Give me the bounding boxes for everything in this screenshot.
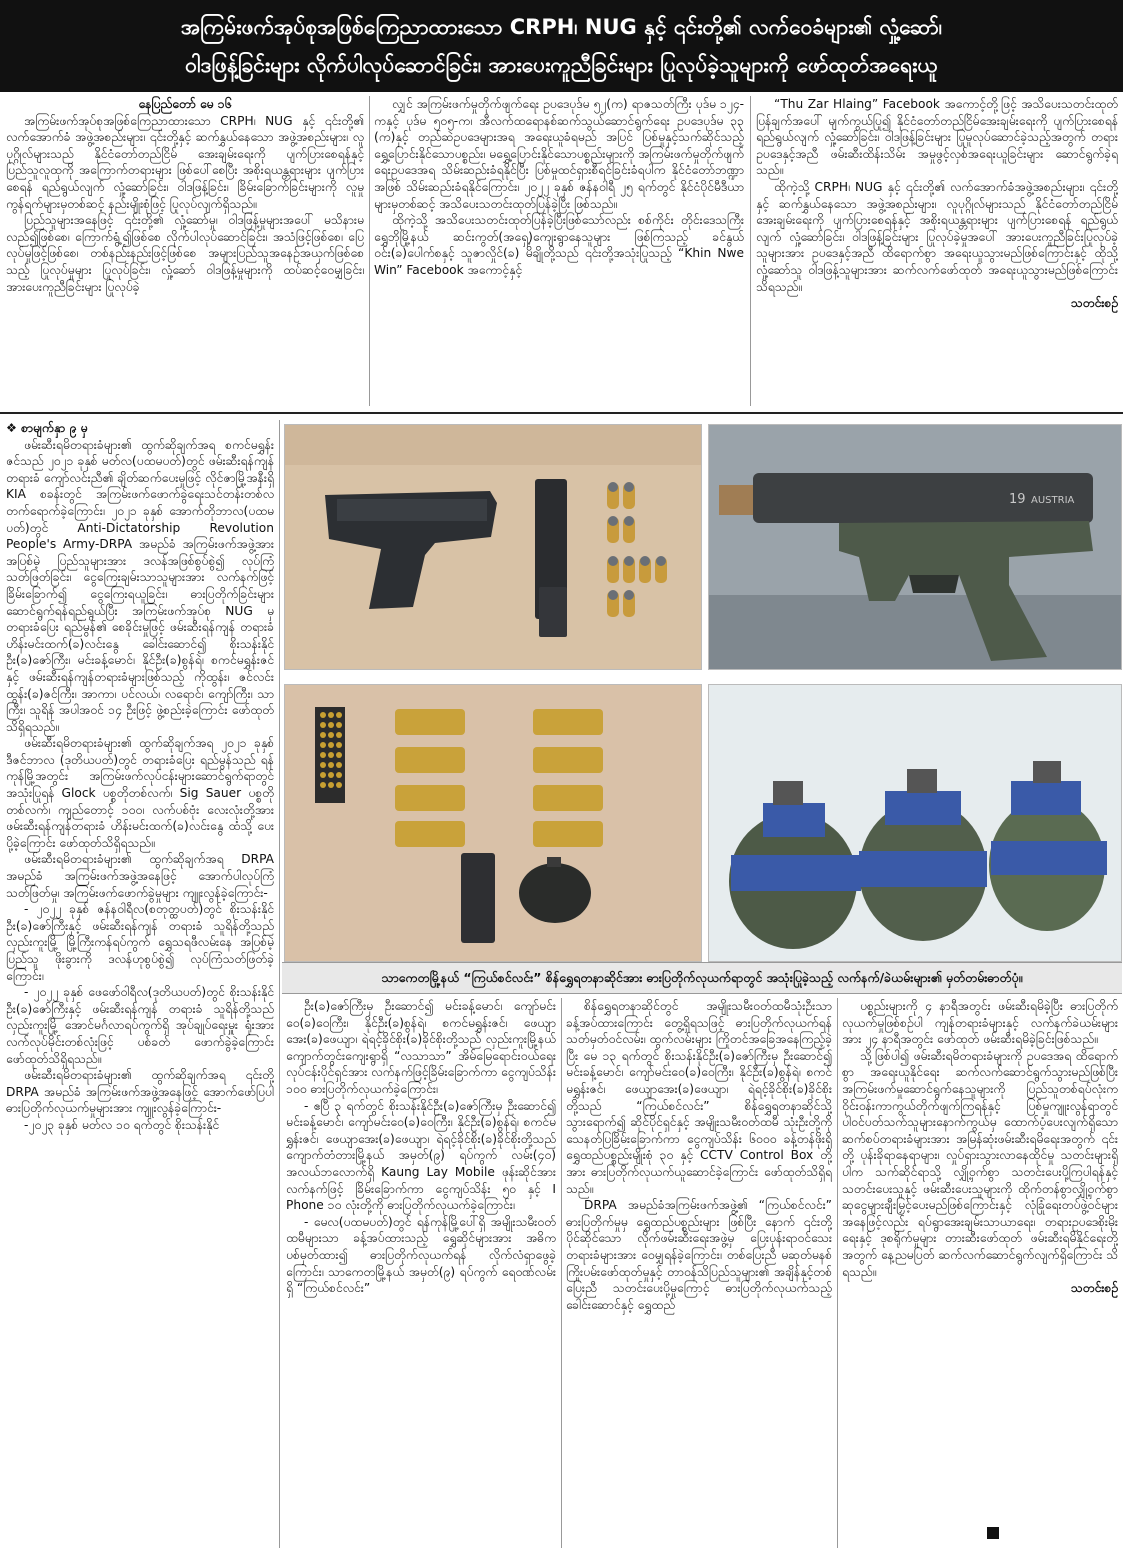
paragraph: ဖမ်းဆီးရမိတရားခံများ၏ ထွက်ဆိုချက်အရ ၂၀၂၁ ခုနှစ် ဒီဇင်ဘာလ (ဒုတိယပတ်)တွင် တရားခံပြေး ရည်မွန်သည် ရန်ကုန်မြို့အတွင်း အကြမ်းဖက်လုပ်ငန်းများဆောင်ရွက်ရာတွင် အသုံးပြုရန် Glock ပစ္စတိုတစ်လက်၊ Sig Sauer ပစ္စတိုတစ်လက်၊ ကျည်တောင့် ၁၀၀၊ လက်ပစ်ဗုံး လေးလုံးတို့အား ဖမ်းဆီးရန်ကျန်တရားခံ ဟိန်းမင်းထက်(ခ)လင်းနွေ ထံသို့ ပေးပို့ခဲ့ကြောင်း ဖော်ထုတ်သိရှိရသည်။ [6, 736, 274, 850]
headline-line-2: ဝါဒဖြန့်ခြင်းများ လိုက်ပါလုပ်ဆောင်ခြင်း၊ အားပေးကူညီခြင်းများ ပြုလုပ်ခဲ့သူများကို ဖော်ထုတ်အရေးယူ [185, 53, 938, 77]
left-column [6, 420, 274, 1548]
top-column-2 [374, 96, 744, 408]
headline-line-1: အကြမ်းဖက်အုပ်စုအဖြစ်ကြေညာထားသော CRPH၊ NUG နှင့် ၎င်းတို့၏ လက်ဝေခံများ၏ လှုံ့ဆော်၊ [180, 15, 943, 39]
paragraph: ဦး(ခ)ဇော်ကြီးမှ ဦးဆောင်၍ မင်းခန့်မောင်၊ ကျော်မင်းဝေ(ခ)ဝေကြီး၊ နိုင်ဦး(ခ)စွန်ရဲ၊ စကင်မရွှန်းဇင်၊ ဖေယျာအေး(ခ)ဖေယျာ၊ ရဲရင့်ခိုင်စိုး(ခ)ခိုင်စိုးတို့သည် လှည်းကူးမြို့နယ် ကျောက်တွင်းကျေးရွာရှိ “လသာသာ” အိမ်မြေရောင်းဝယ်ရေးလုပ်ငန်းပိုင်ရှင်အား လက်နက်ဖြင့်ခြိမ်းခြောက်ကာ ငွေကျပ်သိန်း ၁၀၀ ဓားပြတိုက်လုယက်ခဲ့ကြောင်း၊ [286, 999, 556, 1096]
paragraph: ထိုကဲ့သို့ CRPH၊ NUG နှင့် ၎င်းတို့၏ လက်အောက်ခံအဖွဲ့အစည်းများ၊ ၎င်းတို့နှင့် ဆက်နွှယ်နေသော အဖွဲ့အစည်းများ၊ လူပုဂ္ဂိုလ်များသည် နိုင်ငံတော်တည်ငြိမ်အေးချမ်းရေးကို ပျက်ပြားစေရန်နှင့် အစိုးရယန္တရားများ ပျက်ပြားစေရန် ရည်ရွယ်လျက် လှုံ့ဆော်ခြင်း၊ ဝါဒဖြန့်ခြင်းများ ပြုလုပ်ခဲ့မှုအပေါ် အားပေးကူညီခြင်းပြုလုပ်ခဲ့သူများအား ဥပဒေနှင့်အညီ ထိရောက်စွာ အရေးယူသွားမည်ဖြစ်ကြောင်းနှင့် ထိုသို့လှုံ့ဆော်သူ ဝါဒဖြန့်သူများအား ဆက်လက်ဖော်ထုတ် အရေးယူသွားမည်ဖြစ်ကြောင်း သိရသည်။ [756, 179, 1118, 294]
paragraph: -၂၀၂၃ ခုနှစ် မတ်လ ၁၀ ရက်တွင် စိုးသန်းနိုင် [24, 1117, 220, 1132]
paragraph: အကြမ်းဖက်အုပ်စုအဖြစ်ကြေညာထားသော CRPH၊ NUG နှင့် ၎င်းတို့၏ လက်အောက်ခံ အဖွဲ့အစည်းများ၊ ၎င်းတို့နှင့် ဆက်နွှယ်နေသော အဖွဲ့အစည်းများ၊ လူပုဂ္ဂိုလ်များသည် နိုင်ငံတော်တည်ငြိမ် အေးချမ်းရေးကို ပျက်ပြားစေရန်နှင့် ပြည်သူလူထုကို အကြောက်တရားများ ဖြစ်ပေါ်စေပြီး အစိုးရယန္တရားများ ပျက်ပြားစေရန် ရည်ရွယ်လျက် လှုံ့ဆော်ခြင်း၊ ဝါဒဖြန့်ခြင်း၊ ခြိမ်းခြောက်ခြင်းများကို လူမှုကွန်ရက်များမှတစ်ဆင့် နည်းမျိုးစုံဖြင့် ပြုလုပ်လျက်ရှိသည်။ [6, 113, 364, 211]
bottom-column-2 [566, 998, 832, 1548]
photo-glock-pistol [708, 424, 1122, 670]
paragraph: - မေလ(ပထမပတ်)တွင် ရန်ကုန်မြို့ပေါ်ရှိ အမျိုးသမီးဝတ်ထမီများသာ ခန့်အပ်ထားသည့် ရွှေဆိုင်များအား အဓိကပစ်မှတ်ထား၍ ဓားပြတိုက်လုယက်ရန် လိုက်လံရှာဖွေခဲ့ကြောင်း၊ သာကေတမြို့နယ် အမှတ်(၉) ရပ်ကွက် ရေဝဏ်လမ်းရှိ “ကြယ်စင်လင်း” [286, 1214, 556, 1296]
column-divider [369, 96, 370, 406]
column-divider [837, 998, 838, 1548]
paragraph: ဖမ်းဆီးရမိတရားခံများ၏ ထွက်ဆိုချက်အရ ၎င်းတို့ DRPA အမည်ခံ အကြမ်းဖက်အဖွဲ့အနေဖြင့် အောက်ဖော်ပြပါ ဓားပြတိုက်လုယက်မှုများအား ကျူးလွန်ခဲ့ကြောင်း- [6, 1068, 274, 1116]
byline: သတင်းစဉ် [1070, 1281, 1118, 1296]
byline: သတင်းစဉ် [1070, 296, 1118, 311]
column-divider [279, 420, 280, 1548]
photo-caption: သာကေတမြို့နယ် “ကြယ်စင်လင်း” စိန်ရွှေရတနာဆိုင်အား ဓားပြတိုက်လုယက်ရာတွင် အသုံးပြုခဲ့သည့် လက်နက်/ခဲယမ်းများ၏ မှတ်တမ်းဓာတ်ပုံ။ [282, 962, 1122, 994]
top-column-1 [6, 96, 364, 408]
paragraph: လျှင် အကြမ်းဖက်မှုတိုက်ဖျက်ရေး ဥပဒေပုဒ်မ ၅၂(က) ရာဇသတ်ကြီး ပုဒ်မ ၁၂၄-ကနှင့် ပုဒ်မ ၅၀၅-က၊ အီလက်ထရောနစ်ဆက်သွယ်ဆောင်ရွက်ရေး ဥပဒေပုဒ်မ ၃၃ (က)နှင့် တည်ဆဲဥပဒေများအရ အရေးယူခံရမည် အပြင် ပြစ်မှုနှင့်သက်ဆိုင်သည့် ရွှေ့ပြောင်းနိုင်သောပစ္စည်း၊ မရွှေ့ပြောင်းနိုင်သောပစ္စည်းများကို အကြမ်းဖက်မှုတိုက်ဖျက်ရေးဥပဒေအရ သိမ်းဆည်းခံရနိုင်ပြီး ပြစ်မှုထင်ရှားစီရင်ခြင်းခံရပါက နိုင်ငံတော်ဘဏ္ဍာအဖြစ် သိမ်းဆည်းခံရနိုင်ကြောင်း၊ ၂၀၂၂ ခုနှစ် ဇန်နဝါရီ ၂၅ ရက်တွင် နိုင်ငံပိုင်မီဒီယာများမှတစ်ဆင့် အသိပေးသတင်းထုတ်ပြန်ခဲ့ပြီး ဖြစ်သည်။ [374, 97, 744, 211]
top-column-3 [756, 96, 1118, 408]
slide-origin-label: AUSTRIA [1031, 495, 1075, 506]
paragraph: DRPA အမည်ခံအကြမ်းဖက်အဖွဲ့၏ “ကြယ်စင်လင်း” ဓားပြတိုက်မှုမှ ရွှေထည်ပစ္စည်းများ ဖြစ်ပြီး နောက် ၎င်းတို့ ပိုင်ဆိုင်သော လိုက်ဖမ်းဆီးရေးအဖွဲ့မှ ပြေးပုန်းရာဝင်သေး တရားခံများအား ဝေမျှရန်ခဲ့ကြောင်း၊ တစ်ပြေးညီ မဆုတ်မနစ် ကြိုးပမ်းဖော်ထုတ်မှုနှင့် တာဝန်သိပြည်သူများ၏ အချိန်နှင့်တစ်ပြေးညီ သတင်းပေးပို့မှုကြောင့် ဓားပြတိုက်လုယက်သည့်ခေါင်းဆောင်နှင့် ရွှေထည် [566, 1198, 832, 1312]
paragraph: ဖမ်းဆီးရမိတရားခံများ၏ ထွက်ဆိုချက်အရ DRPA အမည်ခံ အကြမ်းဖက်အဖွဲ့အနေဖြင့် အောက်ပါလုပ်ကြံသတ်ဖြတ်မှု၊ အကြမ်းဖက်ဖောက်ခွဲမှုများ ကျူးလွန်ခဲ့ကြောင်း- [6, 852, 274, 900]
section-divider [0, 412, 1123, 414]
bottom-column-3 [842, 998, 1118, 1518]
paragraph: ပြည်သူများအနေဖြင့် ၎င်းတို့၏ လှုံ့ဆော်မှု၊ ဝါဒဖြန့်မှုများအပေါ် မသိနားမလည်၍ဖြစ်စေ၊ ကြောက်ရွံ့၍ဖြစ်စေ လိုက်ပါလုပ်ဆောင်ခြင်း၊ အသံဖြင့်ဖြစ်စေ၊ ပြေလုပ်မှုဖြင့်ဖြစ်စေ၊ တစ်နည်းနည်းဖြင့်ဖြစ်စေ အများပြည်သူအနေဉ်အယှက်ဖြစ်စေသည့် ပြုလုပ်မှုများ ပြုလုပ်ခြင်း၊ လှုံ့ဆော် ဝါဒဖြန့်မှုများကို ထပ်ဆင့်ဝေမျှခြင်း၊ အားပေးကူညီခြင်းများ ပြုလုပ်ခဲ့ [6, 213, 364, 294]
paragraph: - ဧပြီ ၃ ရက်တွင် စိုးသန်းနိုင်ဦး(ခ)ဇော်ကြီးမှ ဦးဆောင်၍ မင်းခန့်မောင်၊ ကျော်မင်းဝေ(ခ)ဝေကြီး၊ နိုင်ဦး(ခ)စွန်ရဲ၊ စကင်မရွှန်းဇင်၊ ဖေယျာအေး(ခ)ဖေယျာ၊ ရဲရင့်ခိုင်စိုး(ခ)ခိုင်စိုးတို့သည် ကျောက်တံတားမြို့နယ် အမှတ်(၉) ရပ်ကွက် လမ်း(၄၀) အလယ်ဘလောက်ရှိ Kaung Lay Mobile ဖုန်းဆိုင်အား လက်နက်ဖြင့် ခြိမ်းခြောက်ကာ ငွေကျပ်သိန်း ၅၀ နှင့် I Phone ၁၀ လုံးတို့ကို ဓားပြတိုက်လုယက်ခဲ့ကြောင်း၊ [286, 1098, 556, 1213]
photo-hand-grenades [708, 684, 1122, 962]
photo-pistol-and-ammo [284, 424, 702, 670]
column-divider [561, 998, 562, 1548]
end-of-article-mark [987, 1527, 999, 1539]
slide-model-label: 19 [1009, 492, 1026, 507]
photo-ammunition-and-grenade [284, 684, 702, 962]
continued-from-label: ❖ စာမျက်နှာ ၉ မှ [6, 421, 88, 435]
paragraph: - ၂၀၂၂ ခုနှစ် ဇန်နဝါရီလ(စတုတ္ထပတ်)တွင် စိုးသန်းနိုင်ဦး(ခ)ဇော်ကြီးနှင့် ဖမ်းဆီးရန်ကျန် တရားခံ သူရိန်တို့သည် လှည်းကူးမြို့ မြို့ကြီးကန်ရပ်ကွက် ရွှေသရဖီလမ်းနေ အပြစ်မဲ့ပြည်သူ ဖိုးခွားကို ဒလန်ဟုစွပ်စွဲ၍ လုပ်ကြံသတ်ဖြတ်ခဲ့ကြောင်း၊ [6, 902, 274, 983]
dateline: နေပြည်တော် မေ ၁၆ [138, 97, 232, 111]
paragraph: ထိုကဲ့သို့ အသိပေးသတင်းထုတ်ပြန်ခဲ့ပြီးဖြစ်သော်လည်း စစ်ကိုင်း တိုင်းဒေသကြီး ရွှေဘိုမြို့နယ် ဆင်းကွတ်(အရှေ့)ကျေးရွာနေသူများ ဖြစ်ကြသည့် ခင်နွယ်ဝင်း(ခ)ပေါက်စနှင့် သူဇာလှိုင်(ခ) မိချိုတို့သည် ၎င်းတို့အသုံးပြုသည့် “Khin Nwe Win” Facebook အကောင့်နှင့် [374, 213, 744, 277]
paragraph: ဖမ်းဆီးရမိတရားခံများ၏ ထွက်ဆိုချက်အရ စကင်မရွှန်းဇင်သည် ၂၀၂၁ ခုနှစ် မတ်လ(ပထမပတ်)တွင် ဖမ်းဆီးရန်ကျန်တရားခံ ကျော်လင်းညီ၏ ချိတ်ဆက်ပေးမှုဖြင့် လိုင်ဇာမြို့အနီးရှိ KIA စခန်းတွင် အကြမ်းဖက်ဖောက်ခွဲရေးသင်တန်းတစ်လ တက်ရောက်ခဲ့ကြောင်း၊ ၂၀၂၁ ခုနှစ် အောက်တိုဘာလ(ပထမပတ်)တွင် Anti-Dictatorship Revolution People's Army-DRPA အမည်ခံ အကြမ်းဖက်အဖွဲ့အားအပြစ်မဲ့ ပြည်သူများအား ဒလန်အဖြစ်စွပ်စွဲ၍ လုပ်ကြံသတ်ဖြတ်ခြင်း၊ ငွေကြေးချမ်းသာသူများအား လက်နက်ဖြင့် ခြိမ်းခြောက်၍ ငွေကြေးရယူခြင်း၊ ဓားပြတိုက်ခြင်းများ ဆောင်ရွက်ရန်ရည်ရွယ်ပြီး အကြမ်းဖက်အုပ်စု NUG မှ တရားခံပြေး ရည်မွန်၏ စေခိုင်းမှုဖြင့် ဖမ်းဆီးရန်ကျန် တရားခံ ဟိန်းမင်းထက်(ခ)လင်းနွေ ခေါင်းဆောင်၍ စိုးသန်းနိုင်ဦး(ခ)ဇော်ကြီး၊ မင်းခန့်မောင်၊ နိုင်ဦး(ခ)စွန်ရဲ၊ စကင်မရွှန်းဇင်နှင့် ဖမ်းဆီးရန်ကျန်တရားခံများဖြစ်သည့် ကိုထွန်း၊ ဇင်လင်းထွန်း(ခ)ဇင်ကြီး၊ အာကာ၊ ပင်လယ်၊ လရောင်၊ ကျော်ကြီး၊ သာကြီး၊ သူရိန် အပါအဝင် ၁၄ ဦးဖြင့် ဖွဲ့စည်းခဲ့ကြောင်း ဖော်ထုတ်သိရှိရသည်။ [6, 437, 274, 734]
paragraph: သို့ဖြစ်ပါ၍ ဖမ်းဆီးရမိတရားခံများကို ဥပဒေအရ ထိရောက်စွာ အရေးယူနိုင်ရေး ဆက်လက်ဆောင်ရွက်သွားမည်ဖြစ်ပြီး အကြမ်းဖက်မှုဆောင်ရွက်နေသူများကို ပြည်သူတစ်ရပ်လုံးကဝိုင်းဝန်းကာကွယ်တိုက်ဖျက်ကြရန်နှင့် ပြစ်မှုကျူးလွန်ရာတွင် ပါဝင်ပတ်သက်သူများနောက်ကွယ်မှ ထောက်ပံ့ပေးလျက်ရှိသော ဆက်စပ်တရားခံများအား အမြန်ဆုံးဖမ်းဆီးရမိရေးအတွက် ၎င်းတို့ ပုန်းခိုရာနေရာများ၊ လှုပ်ရှားသွားလာနေထိုင်မှု သတင်းများရှိပါက သက်ဆိုင်ရာသို့ လျှို့ဝှက်စွာ သတင်းပေးပို့ကြပါရန်နှင့် သတင်းပေးသူနှင့် ဖမ်းဆီးပေးသူများကို ထိုက်တန်စွာလျှို့ဝှက်စွာဆုငွေများချီးမြှင့်ပေးမည်ဖြစ်ကြောင်းနှင့် လုံခြုံရေးတပ်ဖွဲ့ဝင်များအနေဖြင့်လည်း ရပ်ရွာအေးချမ်းသာယာရေး၊ တရားဥပဒေစိုးမိုးရေးနှင့် ဒုစရိုက်မှုများ တားဆီးဖော်ထုတ် ဖမ်းဆီးရမိနိုင်ရေးတို့အတွက် နေ့ညမပြတ် ဆက်လက်ဆောင်ရွက်လျက်ရှိကြောင်း သိရသည်။ [842, 1048, 1118, 1279]
paragraph: ပစ္စည်းများကို ၄ နာရီအတွင်း ဖမ်းဆီးရမိခဲ့ပြီး ဓားပြတိုက်လုယက်မှုဖြစ်စဉ်ပါ ကျန်တရားခံများနှင့် လက်နက်ခဲယမ်းများအား ၂၄ နာရီအတွင်း ဖော်ထုတ် ဖမ်းဆီးရမိခဲ့ခြင်းဖြစ်သည်။ [842, 999, 1118, 1047]
paragraph: စိန်ရွှေရတနာဆိုင်တွင် အမျိုးသမီးဝတ်ထမီသုံးဦးသာ ခန့်အပ်ထားကြောင်း တွေ့ရှိရသဖြင့် ဓားပြတိုက်လုယက်ရန်သတ်မှတ်ဝင်လမ်း၊ ထွက်လမ်းများ ကြိုတင်အခြေအနေကြည့်ခဲ့ပြီး မေ ၁၃ ရက်တွင် စိုးသန်းနိုင်ဦး(ခ)ဇော်ကြီးမှ ဦးဆောင်၍ မင်းခန့်မောင်၊ ကျော်မင်းဝေ(ခ)ဝေကြီး၊ နိုင်ဦး(ခ)စွန်ရဲ၊ စကင်မရွှန်းဇင်၊ ဖေယျာအေး(ခ)ဖေယျာ၊ ရဲရင့်ခိုင်စိုး(ခ)ခိုင်စိုးတို့သည် “ကြယ်စင်လင်း” စိန်ရွှေရတနာဆိုင်သို့ သွားရောက်၍ ဆိုင်ပိုင်ရှင်နှင့် အမျိုးသမီးဝတ်ထမီ သုံးဦးတို့ကို သေနတ်ပြခြိမ်းခြောက်ကာ ငွေကျပ်သိန်း ၆၀၀၀ ခန့်တန်ဖိုးရှိ ရွှေထည်ပစ္စည်းမျိုးစုံ ၃၀ နှင့် CCTV Control Box တို့အား ဓားပြတိုက်လုယက်ယူဆောင်ခဲ့ကြောင်း ဖော်ထုတ်သိရှိရသည်။ [566, 999, 832, 1196]
column-divider [750, 96, 751, 406]
headline-banner [0, 0, 1123, 92]
paragraph: - ၂၀၂၂ ခုနှစ် ဖေဖော်ဝါရီလ(ဒုတိယပတ်)တွင် စိုးသန်းနိုင်ဦး(ခ)ဇော်ကြီးနှင့် ဖမ်းဆီးရန်ကျန် တရားခံ သူရိန်တို့သည် လှည်းကူးမြို့ အောင်မင်္ဂလာရပ်ကွက်ရှိ အုပ်ချုပ်ရေးမှူး ရုံးအား လက်လုပ်မိုင်းတစ်လုံးဖြင့် ပစ်ခတ် ဖောက်ခွဲခဲ့ကြောင်း ဖော်ထုတ်သိရှိရသည်။ [6, 985, 274, 1066]
bottom-column-1 [286, 998, 556, 1548]
paragraph: “Thu Zar Hlaing” Facebook အကောင့်တို့ဖြင့် အသိပေးသတင်းထုတ်ပြန်ချက်အပေါ် မျက်ကွယ်ပြု၍ နိုင်ငံတော်တည်ငြိမ်အေးချမ်းရေးကို ပျက်ပြားစေရန် ရည်ရွယ်လျက် လှုံ့ဆော်ခြင်း၊ ဝါဒဖြန့်ခြင်းများ ပြုမူလုပ်ဆောင်ခဲ့သည့်အတွက် တရားဥပဒေနှင့်အညီ ဖမ်းဆီးထိန်းသိမ်း အမှုဖွင့်လှစ်အရေးယူခြင်းများ ဆောင်ရွက်ခဲ့ရသည်။ [756, 97, 1118, 178]
